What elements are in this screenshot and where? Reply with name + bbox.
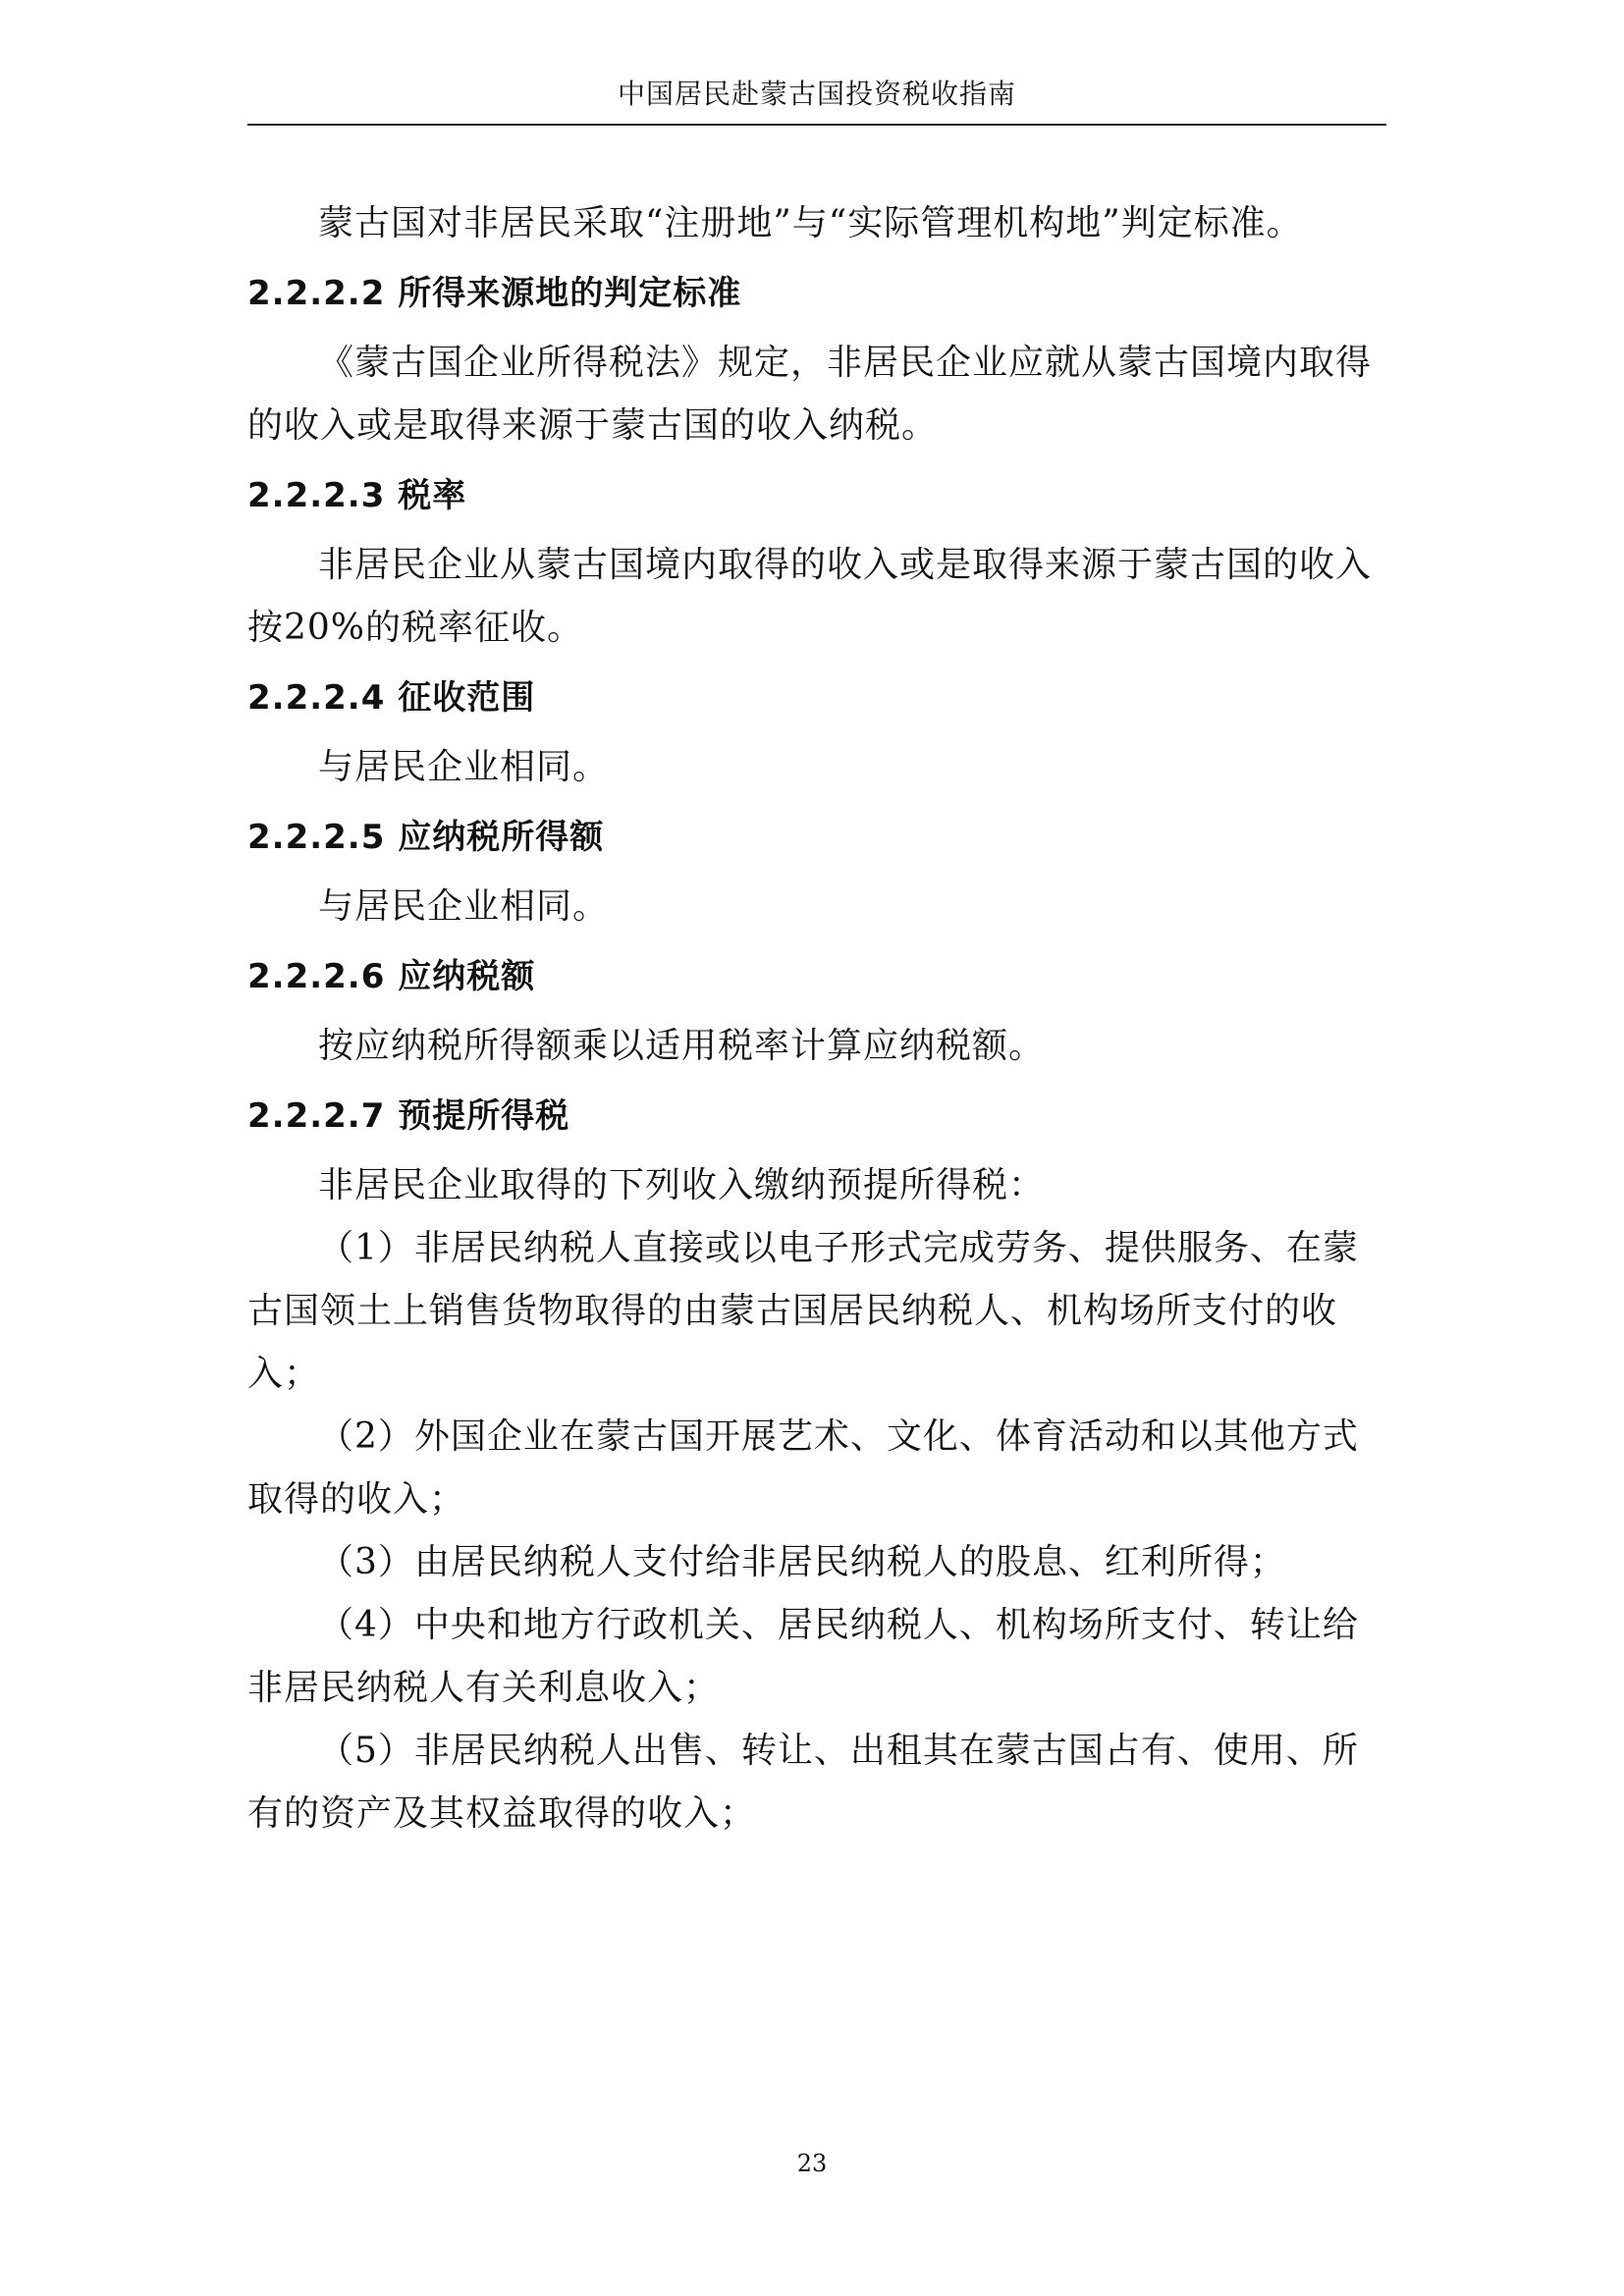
page-number: 23 — [796, 2150, 828, 2177]
section-heading-scope: 2.2.2.4 征收范围 — [247, 678, 536, 718]
withholding-item-3: （3）由居民纳税人支付给非居民纳税人的股息、红利所得； — [318, 1542, 1286, 1582]
section-paragraph-income-source: 《蒙古国企业所得税法》规定，非居民企业应就从蒙古国境内取得的收入或是取得来源于蒙古国的收入纳税。 — [247, 343, 1373, 446]
section-paragraph-tax-payable: 按应纳税所得额乘以适用税率计算应纳税额。 — [318, 1026, 1046, 1066]
page-header-title: 中国居民赴蒙古国投资税收指南 — [617, 78, 1016, 110]
header-divider — [247, 124, 1386, 126]
withholding-item-4: （4）中央和地方行政机关、居民纳税人、机构场所支付、转让给非居民纳税人有关利息收入； — [247, 1605, 1359, 1708]
withholding-intro-paragraph: 非居民企业取得的下列收入缴纳预提所得税： — [318, 1165, 1046, 1205]
withholding-item-1: （1）非居民纳税人直接或以电子形式完成劳务、提供服务、在蒙古国领土上销售货物取得的由蒙古国居民纳税人、机构场所支付的收入； — [247, 1228, 1359, 1394]
section-paragraph-scope: 与居民企业相同。 — [318, 747, 610, 787]
withholding-item-2: （2）外国企业在蒙古国开展艺术、文化、体育活动和以其他方式取得的收入； — [247, 1416, 1359, 1520]
section-heading-income-source: 2.2.2.2 所得来源地的判定标准 — [247, 274, 742, 313]
document-body — [247, 192, 1386, 1845]
section-heading-tax-payable: 2.2.2.6 应纳税额 — [247, 957, 536, 996]
section-heading-taxable-income: 2.2.2.5 应纳税所得额 — [247, 818, 605, 857]
section-heading-tax-rate: 2.2.2.3 税率 — [247, 476, 467, 515]
section-paragraph-tax-rate: 非居民企业从蒙古国境内取得的收入或是取得来源于蒙古国的收入按20%的税率征收。 — [247, 545, 1373, 648]
section-paragraph-taxable-income: 与居民企业相同。 — [318, 886, 610, 927]
withholding-item-5: （5）非居民纳税人出售、转让、出租其在蒙古国占有、使用、所有的资产及其权益取得的收入； — [247, 1731, 1359, 1834]
intro-paragraph: 蒙古国对非居民采取“注册地”与“实际管理机构地”判定标准。 — [318, 203, 1303, 243]
section-heading-withholding-tax: 2.2.2.7 预提所得税 — [247, 1096, 570, 1136]
